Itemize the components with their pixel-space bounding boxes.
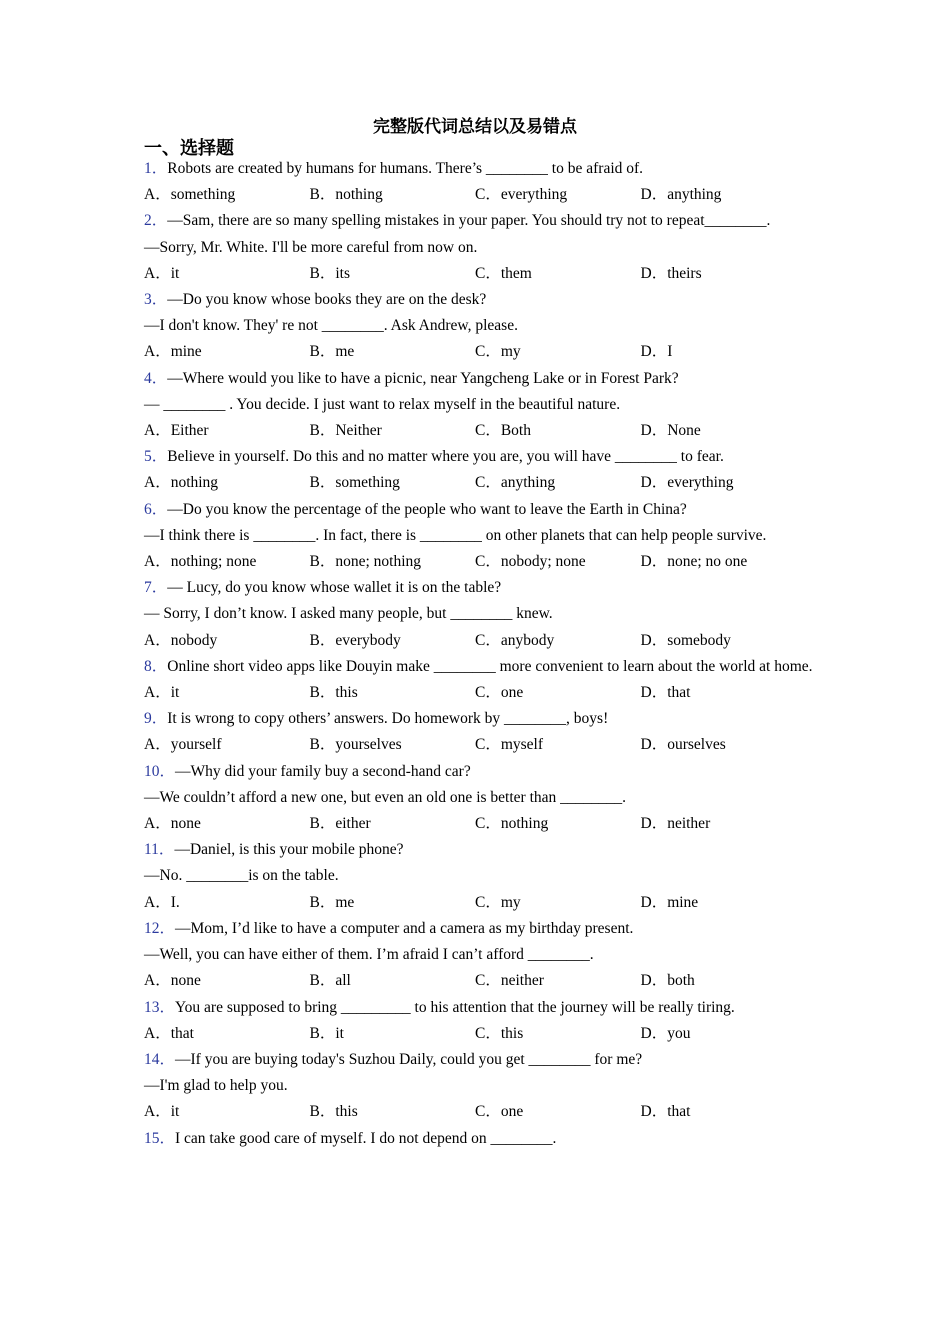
- question-stem: [144, 497, 814, 523]
- question-text: —Why did your family buy a second-hand car?: [175, 762, 471, 780]
- question-text: —Sam, there are so many spelling mistakes in your paper. You should try not to repeat________.: [167, 212, 771, 230]
- question-dialogue-line: [144, 1073, 814, 1099]
- question-dialogue-line: [144, 235, 814, 261]
- question-stem: [144, 1126, 814, 1152]
- question-item: [144, 444, 814, 496]
- answer-options: [144, 418, 814, 444]
- question-text: —Daniel, is this your mobile phone?: [174, 841, 404, 859]
- answer-option: B．me: [309, 343, 355, 361]
- page-title: 完整版代词总结以及易错点: [373, 117, 577, 137]
- question-stem: [144, 916, 814, 942]
- answer-option: B．none; nothing: [309, 553, 422, 571]
- answer-option: A．none: [144, 815, 201, 833]
- answer-option: B．this: [309, 1103, 358, 1121]
- question-text: Online short video apps like Douyin make ________ more convenient to learn about the world at home.: [167, 657, 813, 675]
- question-stem: [144, 287, 814, 313]
- question-item: [144, 208, 814, 287]
- answer-option: B．yourselves: [309, 736, 402, 754]
- answer-options: [144, 680, 814, 706]
- question-number: 10．: [144, 762, 176, 780]
- question-text: —If you are buying today's Suzhou Daily, could you get ________ for me?: [175, 1050, 643, 1068]
- answer-option: B．all: [309, 972, 351, 990]
- answer-option: C．nothing: [475, 815, 549, 833]
- question-stem: [144, 759, 814, 785]
- answer-options: [144, 1021, 814, 1047]
- question-text: — Sorry, I don’t know. I asked many people, but ________ knew.: [144, 605, 553, 623]
- answer-option: C．them: [475, 264, 532, 282]
- answer-option: C．myself: [475, 736, 544, 754]
- question-number: 9．: [144, 710, 168, 728]
- answer-option: A．yourself: [144, 736, 222, 754]
- question-item: [144, 1126, 814, 1152]
- question-stem: [144, 706, 814, 732]
- section-heading: 一、选择题: [144, 138, 234, 159]
- question-dialogue-line: [144, 313, 814, 339]
- answer-option: C．my: [475, 893, 521, 911]
- answer-options: [144, 261, 814, 287]
- question-item: [144, 156, 814, 208]
- answer-option: D．ourselves: [640, 736, 726, 754]
- question-dialogue-line: [144, 942, 814, 968]
- question-dialogue-line: [144, 392, 814, 418]
- question-text: —I think there is ________. In fact, there is ________ on other planets that can help people survive.: [144, 526, 767, 544]
- answer-option: A．mine: [144, 343, 202, 361]
- answer-option: B．its: [309, 264, 350, 282]
- question-text: —Mom, I’d like to have a computer and a camera as my birthday present.: [175, 919, 634, 937]
- answer-option: B．it: [309, 1024, 344, 1042]
- question-text: — ________ . You decide. I just want to relax myself in the beautiful nature.: [144, 395, 621, 413]
- question-dialogue-line: [144, 523, 814, 549]
- answer-option: A．that: [144, 1024, 194, 1042]
- question-list: [144, 156, 814, 1152]
- question-number: 13．: [144, 998, 176, 1016]
- answer-options: [144, 470, 814, 496]
- answer-option: A．it: [144, 1103, 180, 1121]
- question-text: —Well, you can have either of them. I’m afraid I can’t afford ________.: [144, 946, 594, 964]
- answer-options: [144, 339, 814, 365]
- answer-option: D．everything: [640, 474, 734, 492]
- answer-option: A．nothing: [144, 474, 219, 492]
- question-dialogue-line: [144, 785, 814, 811]
- answer-option: D．neither: [640, 815, 711, 833]
- answer-option: C．one: [475, 684, 524, 702]
- answer-option: B．either: [309, 815, 371, 833]
- answer-options: [144, 1099, 814, 1125]
- question-item: [144, 995, 814, 1047]
- answer-options: [144, 732, 814, 758]
- answer-options: [144, 549, 814, 575]
- answer-option: D．somebody: [640, 631, 731, 649]
- question-number: 11．: [144, 841, 175, 859]
- question-text: You are supposed to bring _________ to his attention that the journey will be really tiring.: [175, 998, 735, 1016]
- answer-option: C．anything: [475, 474, 556, 492]
- question-text: —I'm glad to help you.: [144, 1077, 288, 1095]
- question-text: —Where would you like to have a picnic, near Yangcheng Lake or in Forest Park?: [167, 369, 679, 387]
- answer-option: B．everybody: [309, 631, 401, 649]
- answer-option: C．anybody: [475, 631, 555, 649]
- answer-option: B．Neither: [309, 422, 382, 440]
- question-number: 7．: [144, 579, 168, 597]
- question-stem: [144, 444, 814, 470]
- answer-option: C．everything: [475, 186, 568, 204]
- question-item: [144, 287, 814, 366]
- question-number: 15．: [144, 1129, 176, 1147]
- answer-option: A．something: [144, 186, 236, 204]
- answer-option: C．neither: [475, 972, 544, 990]
- answer-option: C．Both: [475, 422, 531, 440]
- question-number: 8．: [144, 657, 168, 675]
- question-stem: [144, 575, 814, 601]
- question-dialogue-line: [144, 601, 814, 627]
- answer-option: C．nobody; none: [475, 553, 586, 571]
- question-item: [144, 759, 814, 838]
- answer-option: A．Either: [144, 422, 209, 440]
- answer-option: D．you: [640, 1024, 691, 1042]
- answer-option: C．this: [475, 1024, 524, 1042]
- answer-option: D．None: [640, 422, 701, 440]
- question-number: 1．: [144, 160, 168, 177]
- question-text: —Do you know the percentage of the people who want to leave the Earth in China?: [167, 500, 687, 518]
- question-item: [144, 837, 814, 916]
- question-number: 4．: [144, 369, 168, 387]
- answer-option: D．I: [640, 343, 673, 361]
- question-text: Believe in yourself. Do this and no matter where you are, you will have ________ to fear.: [167, 448, 724, 466]
- question-stem: [144, 995, 814, 1021]
- answer-option: B．nothing: [309, 186, 383, 204]
- question-number: 5．: [144, 448, 168, 466]
- question-stem: [144, 837, 814, 863]
- question-item: [144, 1047, 814, 1126]
- answer-option: D．both: [640, 972, 695, 990]
- answer-option: D．anything: [640, 186, 722, 204]
- question-number: 12．: [144, 919, 176, 937]
- answer-option: A．I.: [144, 893, 180, 911]
- question-stem: [144, 654, 814, 680]
- answer-option: A．nothing; none: [144, 553, 257, 571]
- question-number: 14．: [144, 1050, 176, 1068]
- answer-option: A．none: [144, 972, 201, 990]
- question-item: [144, 916, 814, 995]
- answer-option: D．none; no one: [640, 553, 748, 571]
- answer-option: B．this: [309, 684, 358, 702]
- answer-option: C．one: [475, 1103, 524, 1121]
- question-text: —Sorry, Mr. White. I'll be more careful from now on.: [144, 238, 478, 256]
- question-number: 3．: [144, 291, 168, 309]
- question-text: —We couldn’t afford a new one, but even an old one is better than ________.: [144, 788, 626, 806]
- question-text: —No. ________is on the table.: [144, 867, 339, 885]
- answer-option: A．it: [144, 684, 180, 702]
- answer-option: A．it: [144, 264, 180, 282]
- question-text: —Do you know whose books they are on the desk?: [167, 291, 487, 309]
- question-stem: [144, 156, 814, 182]
- answer-options: [144, 890, 814, 916]
- answer-option: D．theirs: [640, 264, 702, 282]
- question-item: [144, 706, 814, 758]
- question-text: —I don't know. They' re not ________. Ask Andrew, please.: [144, 317, 518, 335]
- answer-option: D．that: [640, 684, 691, 702]
- question-item: [144, 497, 814, 576]
- question-item: [144, 366, 814, 445]
- question-text: I can take good care of myself. I do not depend on ________.: [175, 1129, 557, 1147]
- question-dialogue-line: [144, 863, 814, 889]
- answer-option: B．something: [309, 474, 400, 492]
- question-number: 2．: [144, 212, 168, 230]
- answer-options: [144, 628, 814, 654]
- answer-option: A．nobody: [144, 631, 218, 649]
- question-stem: [144, 1047, 814, 1073]
- answer-options: [144, 182, 814, 208]
- answer-option: B．me: [309, 893, 355, 911]
- question-text: — Lucy, do you know whose wallet it is on the table?: [167, 579, 502, 597]
- answer-options: [144, 968, 814, 994]
- question-text: It is wrong to copy others’ answers. Do homework by ________, boys!: [167, 710, 609, 728]
- answer-options: [144, 811, 814, 837]
- answer-option: D．that: [640, 1103, 691, 1121]
- question-item: [144, 654, 814, 706]
- question-number: 6．: [144, 500, 168, 518]
- question-stem: [144, 208, 814, 234]
- answer-option: C．my: [475, 343, 521, 361]
- question-stem: [144, 366, 814, 392]
- answer-option: D．mine: [640, 893, 699, 911]
- question-text: Robots are created by humans for humans. There’s ________ to be afraid of.: [167, 160, 644, 177]
- question-item: [144, 575, 814, 654]
